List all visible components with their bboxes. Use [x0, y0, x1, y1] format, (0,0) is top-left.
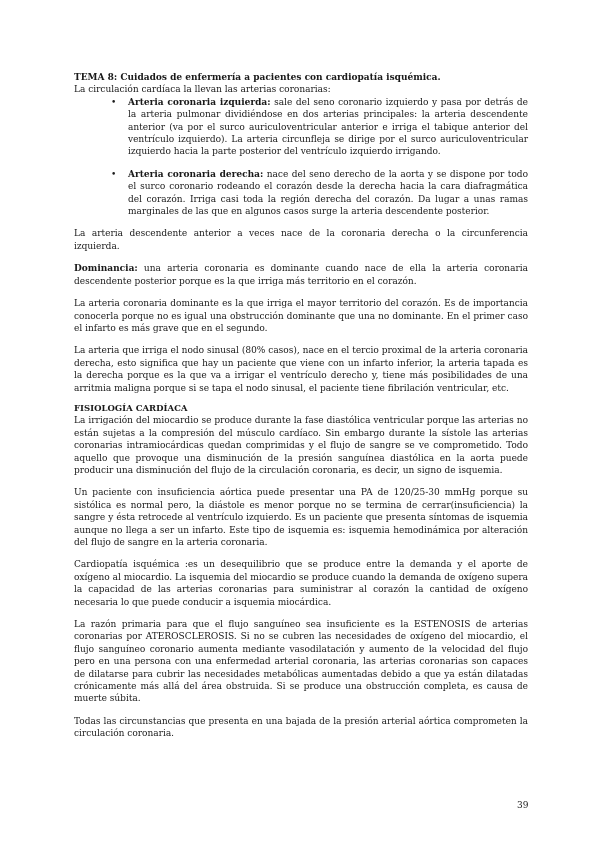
bullet-icon: •: [111, 97, 117, 108]
intro-paragraph: La circulación cardíaca la llevan las arterias coronarias:: [74, 85, 331, 96]
page-number: 39: [517, 801, 529, 811]
list-item-right-artery: [74, 169, 528, 219]
section-heading: FISIOLOGÍA CARDÍACA: [74, 403, 188, 414]
paragraph-dominante: La arteria coronaria dominante es la que irriga el mayor territorio del corazón. Es de importancia conocerla porque no es igual una obstrucción dominante que una no dominante. En el primer caso el infarto es más grave que en el segundo.: [74, 299, 528, 334]
artery-list: [74, 97, 528, 219]
list-item-term: Arteria coronaria derecha:: [128, 169, 264, 180]
list-item-text: sale del seno coronario izquierdo y pasa por detrás de la arteria pulmonar dividiéndose en dos arterias principales: la arteria descendente anterior (va por el surco auriculoventricular anterior e irriga el tabique anterior del ventrículo izquierdo). La arteria circunfleja se dirige por el surco auriculoventricular izquierdo hacia la parte posterior del ventrículo izquierdo irrigando.: [128, 97, 528, 158]
paragraph-descendente: La arteria descendente anterior a veces nace de la coronaria derecha o la circunferencia izquierda.: [74, 229, 528, 252]
list-item-left-artery: [74, 97, 528, 159]
bullet-icon: •: [111, 169, 117, 180]
dominancia-text: una arteria coronaria es dominante cuando nace de ella la arteria coronaria descendente posterior porque es la que irriga más territorio en el corazón.: [74, 264, 528, 287]
paragraph-razon: La razón primaria para que el flujo sanguíneo sea insuficiente es la ESTENOSIS de arterias coronarias por ATEROSCLEROSIS. Si no se cubren las necesidades de oxígeno del miocardio, el flujo sanguíneo coronario aumenta mediante vasodilatación y aumento de la velocidad del flujo pero en una persona con una enfermedad arterial coronaria, las arterias coronarias son capaces de dilatarse para cubrir las necesidades metabólicas aumentadas debido a que ya están dilatadas crónicamente más allá del área obstruida. Si se produce una obstrucción completa, es causa de muerte súbita.: [74, 620, 528, 705]
paragraph-nodo-sinusal: La arteria que irriga el nodo sinusal (80% casos), nace en el tercio proximal de la arteria coronaria derecha, esto significa que hay un paciente que viene con un infarto inferior, la arteria tapada es la derecha porque es la que va a irrigar el ventrículo derecho y, tiene más posibilidades de una arritmia maligna porque si se tapa el nodo sinusal, el paciente tiene fibrilación ventricular, etc.: [74, 346, 528, 394]
paragraph-fisiologia: La irrigación del miocardio se produce durante la fase diastólica ventricular porque las arterias no están sujetas a la compresión del músculo cardíaco. Sin embargo durante la sístole las arterias coronarias intramiocárdicas quedan comprimidas y el flujo de sangre se ve comprometido. Todo aquello que provoque una disminución de la presión sanguínea diastólica en la aorta puede producir una disminución del flujo de la circulación coronaria, es decir, un signo de isquemia.: [74, 416, 528, 476]
page-content: [74, 72, 528, 741]
paragraph-dominancia: [74, 263, 528, 288]
paragraph-insuficiencia: Un paciente con insuficiencia aórtica puede presentar una PA de 120/25-30 mmHg porque su sistólica es normal pero, la diástole es menor porque no se termina de cerrar(insuficiencia) la sangre y ésta retrocede al ventrículo izquierdo. Es un paciente que presenta síntomas de isquemia aunque no llega a ser un infarto. Este tipo de isquemia es: isquemia hemodinámica por alteración del flujo de sangre en la arteria coronaria.: [74, 488, 528, 548]
list-item-text: nace del seno derecho de la aorta y se dispone por todo el surco coronario rodeando el corazón desde la derecha hacia la cara diafragmática del corazón. Irriga casi toda la región derecha del corazón. Da lugar a unas ramas marginales de las que en algunos casos surge la arteria descendente posterior.: [128, 169, 528, 218]
dominancia-term: Dominancia:: [74, 264, 138, 275]
paragraph-todas: Todas las circunstancias que presenta en una bajada de la presión arterial aórtica comprometen la circulación coronaria.: [74, 716, 528, 740]
list-item-term: Arteria coronaria izquierda:: [128, 97, 271, 108]
page-title: TEMA 8: Cuidados de enfermería a pacientes con cardiopatía isquémica.: [74, 73, 441, 83]
paragraph-cardiopatia: Cardiopatía isquémica :es un desequilibrio que se produce entre la demanda y el aporte de oxígeno al miocardio. La isquemia del miocardio se produce cuando la demanda de oxígeno supera la capacidad de las arterias coronarias para suministrar al corazón la cantidad de oxígeno necesaria lo que puede conducir a isquemia miocárdica.: [74, 560, 528, 608]
